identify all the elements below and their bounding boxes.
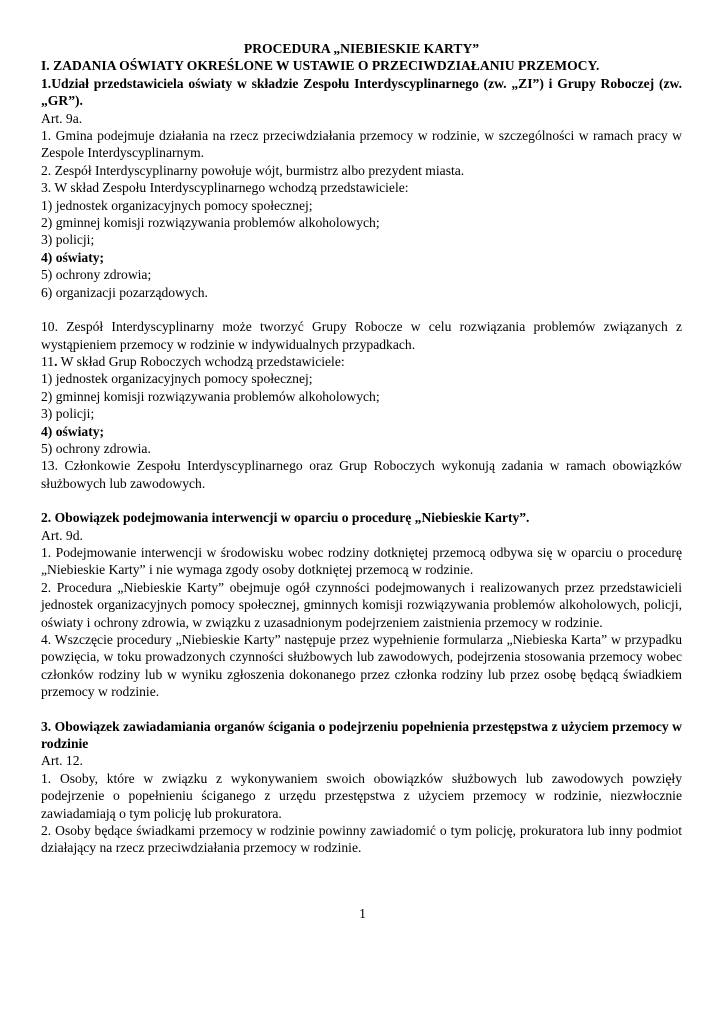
art9a-paragraph-13: 13. Członkowie Zespołu Interdyscyplinarnego oraz Grup Roboczych wykonują zadania w ramach obowiązków służbowych lub zawodowych. [41, 458, 682, 491]
section1-subheading: 1.Udział przedstawiciela oświaty w składzie Zespołu Interdyscyplinarnego (zw. „ZI”) i Grupy Roboczej (zw. „GR”). [41, 75, 682, 109]
list-item: 2) gminnej komisji rozwiązywania problemów alkoholowych; [41, 388, 380, 404]
art9a-paragraph-3: 3. W skład Zespołu Interdyscyplinarnego wchodzą przedstawiciele: [41, 180, 409, 196]
spacer [41, 301, 682, 318]
document-title: PROCEDURA „NIEBIESKIE KARTY” [243, 41, 480, 56]
art12-paragraph-1: 1. Osoby, które w związku z wykonywaniem swoich obowiązków służbowych lub zawodowych powzięły podejrzenie o popełnieniu ściganego z urzędu przestępstwa z użyciem przemocy w rodzinie, niezwłocznie zawiadamiają o tym policję lub prokuratora. [41, 770, 682, 821]
article-9a: Art. 9a. [41, 110, 83, 126]
page-number: 1 [359, 906, 366, 921]
art9a-paragraph-11 [41, 353, 682, 370]
list-item: 6) organizacji pozarządowych. [41, 284, 208, 300]
spacer [41, 701, 682, 718]
list-item-highlighted: 4) oświaty; [41, 249, 105, 265]
article-9d: Art. 9d. [41, 527, 83, 543]
article-12: Art. 12. [41, 753, 83, 769]
art9d-paragraph-2: 2. Procedura „Niebieskie Karty” obejmuje ogół czynności podejmowanych i realizowanych przez przedstawicieli jednostek organizacyjnych pomocy społecznej, gminnych komisji rozwiązywania problemów alkoholowych, policji, oświaty i ochrony zdrowia, w związku z uzasadnionym podejrzeniem zaistnienia przemocy w rodzinie. [41, 579, 682, 630]
art12-paragraph-2: 2. Osoby będące świadkami przemocy w rodzinie powinny zawiadomić o tym policję, prokuratora lub inny podmiot działający na rzecz przeciwdziałania przemocy w rodzinie. [41, 823, 682, 856]
paragraph-11-dot: . [54, 353, 58, 369]
list-item: 2) gminnej komisji rozwiązywania problemów alkoholowych; [41, 215, 380, 231]
list-item: 5) ochrony zdrowia; [41, 267, 152, 283]
art9d-paragraph-1: 1. Podejmowanie interwencji w środowisku wobec rodziny dotkniętej przemocą odbywa się w oparciu o procedurę „Niebieskie Karty” i nie wymaga zgody osoby dotkniętej przemocą w rodzinie. [41, 544, 682, 578]
art9a-paragraph-1: 1. Gmina podejmuje działania na rzecz przeciwdziałania przemocy w rodzinie, w szczególności w ramach pracy w Zespole Interdyscyplinarnym. [41, 128, 682, 161]
list-item: 1) jednostek organizacyjnych pomocy społecznej; [41, 197, 313, 213]
art9a-paragraph-10: 10. Zespół Interdyscyplinarny może tworzyć Grupy Robocze w celu rozwiązania problemów związanych z wystąpieniem przemocy w rodzinie w indywidualnych przypadkach. [41, 319, 682, 352]
document-page [41, 40, 682, 857]
section2-heading: 2. Obowiązek podejmowania interwencji w oparciu o procedurę „Niebieskie Karty”. [41, 510, 530, 526]
art9a-paragraph-2: 2. Zespół Interdyscyplinarny powołuje wójt, burmistrz albo prezydent miasta. [41, 162, 465, 178]
paragraph-11-text: W skład Grup Roboczych wchodzą przedstawiciele: [57, 353, 345, 369]
art9d-paragraph-4: 4. Wszczęcie procedury „Niebieskie Karty” następuje przez wypełnienie formularza „Niebieska Karta” w przypadku powzięcia, w toku prowadzonych czynności służbowych lub zawodowych, podejrzenia stosowania przemocy wobec członków rodziny lub w wyniku zgłoszenia dokonanego przez członka rodziny lub przez osobę będącą świadkiem przemocy w rodzinie. [41, 632, 682, 700]
list-item: 3) policji; [41, 406, 95, 422]
spacer [41, 492, 682, 509]
paragraph-11-number: 11 [41, 353, 55, 369]
list-item: 1) jednostek organizacyjnych pomocy społecznej; [41, 371, 313, 387]
section3-heading: 3. Obowiązek zawiadamiania organów ścigania o podejrzeniu popełnienia przestępstwa z użyciem przemocy w rodzinie [41, 718, 682, 752]
list-item-highlighted: 4) oświaty; [41, 423, 105, 439]
list-item: 5) ochrony zdrowia. [41, 440, 151, 456]
section1-heading: I. ZADANIA OŚWIATY OKREŚLONE W USTAWIE O PRZECIWDZIAŁANIU PRZEMOCY. [41, 58, 600, 74]
list-item: 3) policji; [41, 232, 95, 248]
